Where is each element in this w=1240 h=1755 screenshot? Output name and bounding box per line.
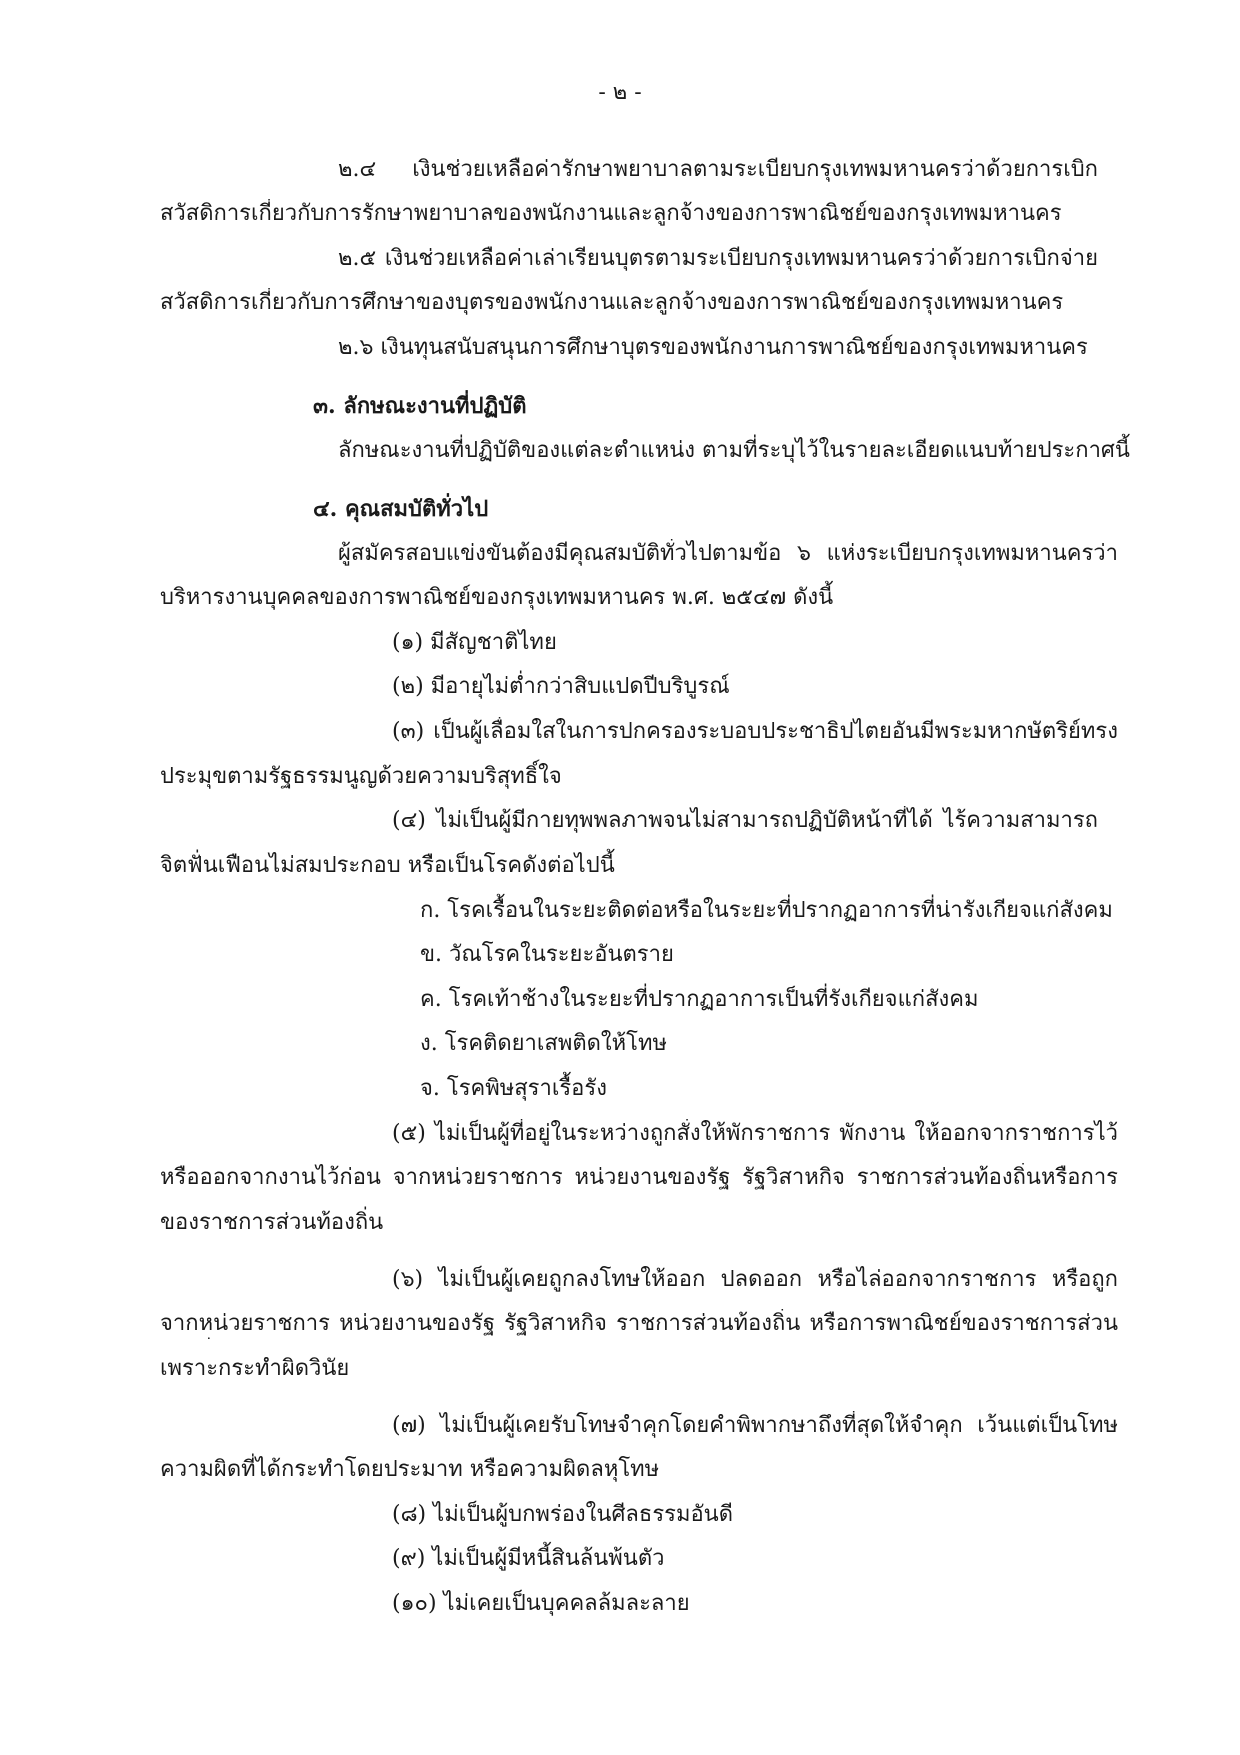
qualification-4-line1: (๔) ไม่เป็นผู้มีกายทุพพลภาพจนไม่สามารถปฏิบัติหน้าที่ได้ ไร้ความสามารถ [392,808,1098,833]
qualification-8: (๘) ไม่เป็นผู้บกพร่องในศีลธรรมอันดี [392,1502,733,1527]
item-2-5-line1: ๒.๕ เงินช่วยเหลือค่าเล่าเรียนบุตรตามระเบียบกรุงเทพมหานครว่าด้วยการเบิกจ่าย [338,246,1098,271]
qualification-4-line2: จิตฟั่นเฟือนไม่สมประกอบ หรือเป็นโรคดังต่อไปนี้ [160,853,615,878]
qualification-1: (๑) มีสัญชาติไทย [392,630,557,655]
disease-item-c: ค. โรคเท้าช้างในระยะที่ปรากฏอาการเป็นที่รังเกียจแก่สังคม [420,987,979,1012]
qualification-6-line3: เพราะกระทำผิดวินัย [160,1356,350,1381]
disease-item-e: จ. โรคพิษสุราเรื้อรัง [420,1076,607,1101]
section-3-text: ลักษณะงานที่ปฏิบัติของแต่ละตำแหน่ง ตามที่ระบุไว้ในรายละเอียดแนบท้ายประกาศนี้ [338,438,1130,463]
qualification-9: (๙) ไม่เป็นผู้มีหนี้สินล้นพ้นตัว [392,1546,665,1571]
qualification-2: (๒) มีอายุไม่ต่ำกว่าสิบแปดปีบริบูรณ์ [392,674,730,699]
item-2-4-line2: สวัสดิการเกี่ยวกับการรักษาพยาบาลของพนักงานและลูกจ้างของการพาณิชย์ของกรุงเทพมหานคร [160,201,1062,226]
disease-item-d: ง. โรคติดยาเสพติดให้โทษ [420,1031,667,1056]
disease-item-a: ก. โรคเรื้อนในระยะติดต่อหรือในระยะที่ปรากฏอาการที่น่ารังเกียจแก่สังคม [420,898,1113,923]
qualification-6-line1: (๖) ไม่เป็นผู้เคยถูกลงโทษให้ออก ปลดออก หรือไล่ออกจากราชการ หรือถูก [392,1267,1118,1292]
item-2-5-line2: สวัสดิการเกี่ยวกับการศึกษาของบุตรของพนักงานและลูกจ้างของการพาณิชย์ของกรุงเทพมหานคร [160,290,1064,315]
section-4-intro-line1: ผู้สมัครสอบแข่งขันต้องมีคุณสมบัติทั่วไปตามข้อ ๖ แห่งระเบียบกรุงเทพมหานครว่า [338,541,1118,566]
qualification-5-line3: ของราชการส่วนท้องถิ่น [160,1210,384,1235]
qualification-7-line1: (๗) ไม่เป็นผู้เคยรับโทษจำคุกโดยคำพิพากษาถึงที่สุดให้จำคุก เว้นแต่เป็นโทษ [392,1413,1118,1438]
qualification-3-line1: (๓) เป็นผู้เลื่อมใสในการปกครองระบอบประชาธิปไตยอันมีพระมหากษัตริย์ทรง [392,719,1118,744]
qualification-5-line2: หรือออกจากงานไว้ก่อน จากหน่วยราชการ หน่วยงานของรัฐ รัฐวิสาหกิจ ราชการส่วนท้องถิ่นหรือการ [160,1165,1118,1190]
item-2-4-line1: ๒.๔ เงินช่วยเหลือค่ารักษาพยาบาลตามระเบียบกรุงเทพมหานครว่าด้วยการเบิก [338,157,1098,182]
qualification-5-line1: (๕) ไม่เป็นผู้ที่อยู่ในระหว่างถูกสั่งให้พักราชการ พักงาน ให้ออกจากราชการไว้ [392,1121,1118,1146]
disease-item-b: ข. วัณโรคในระยะอันตราย [420,942,674,967]
section-4-intro-line2: บริหารงานบุคคลของการพาณิชย์ของกรุงเทพมหานคร พ.ศ. ๒๕๔๗ ดังนี้ [160,585,834,610]
item-2-6: ๒.๖ เงินทุนสนับสนุนการศึกษาบุตรของพนักงานการพาณิชย์ของกรุงเทพมหานคร [338,335,1088,360]
page-number: - ๒ - [598,80,642,105]
qualification-10: (๑๐) ไม่เคยเป็นบุคคลล้มละลาย [392,1591,690,1616]
section-3-heading: ๓. ลักษณะงานที่ปฏิบัติ [313,393,527,419]
section-4-heading: ๔. คุณสมบัติทั่วไป [313,496,489,522]
qualification-6-line2: จากหน่วยราชการ หน่วยงานของรัฐ รัฐวิสาหกิจ ราชการส่วนท้องถิ่น หรือการพาณิชย์ของราชการส่วน [160,1311,1118,1336]
qualification-3-line2: ประมุขตามรัฐธรรมนูญด้วยความบริสุทธิ์ใจ [160,764,562,789]
qualification-7-line2: ความผิดที่ได้กระทำโดยประมาท หรือความผิดลหุโทษ [160,1457,660,1482]
